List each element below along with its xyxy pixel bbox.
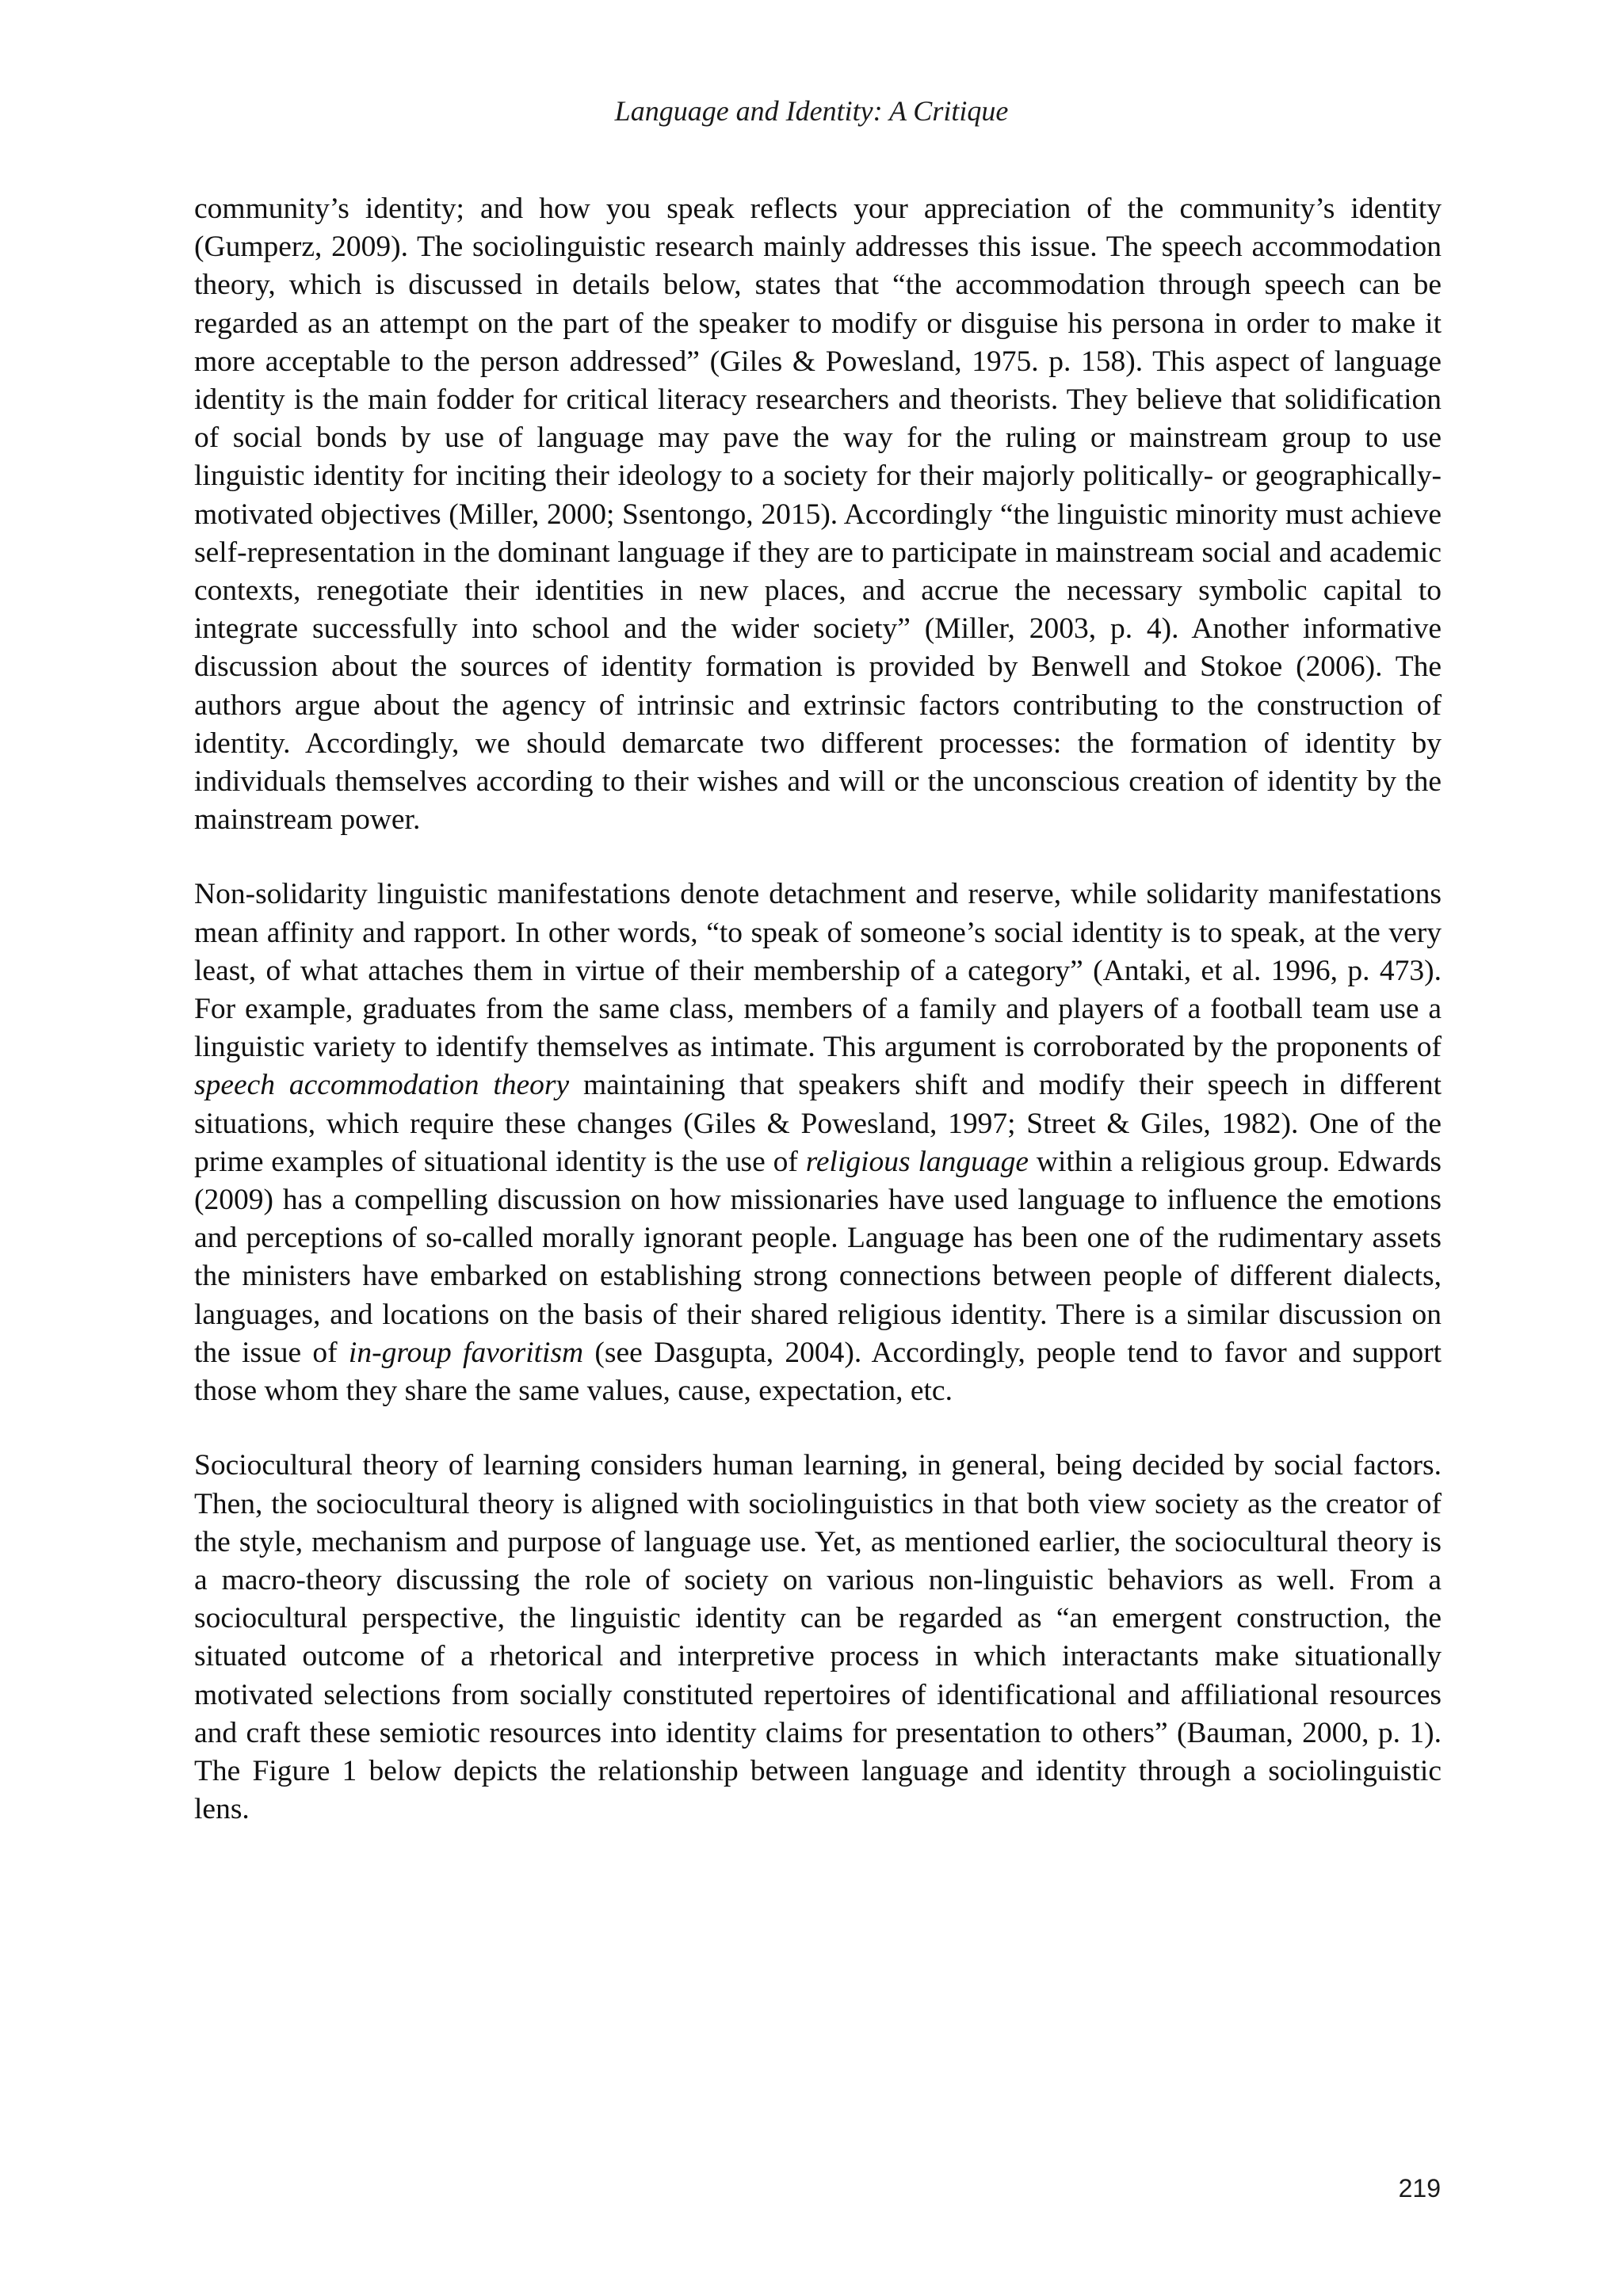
- page-number: 219: [1398, 2174, 1441, 2203]
- body-text: [194, 190, 1442, 1865]
- paragraph-1: [194, 190, 1442, 839]
- paragraph-3: [194, 1447, 1442, 1829]
- italic-term-in-group-favoritism: in-group favoritism: [348, 1336, 584, 1369]
- paragraph-2: [194, 875, 1442, 1410]
- running-header: Language and Identity: A Critique: [614, 95, 1009, 127]
- italic-term-religious-language: religious language: [805, 1145, 1029, 1178]
- paragraph-1-segment: community’s identity; and how you speak reflects your appreciation of the community’s identity (Gumperz, 2009). The sociolinguistic research mainly addresses this issue. The speech accommodation theory, which is discussed in details below, states that “the accommodation through speech can be regarded as an attempt on the part of the speaker to modify or disguise his persona in order to make it more acceptable to the person addressed” (Giles & Powesland, 1975. p. 158). This aspect of language identity is the main fodder for critical literacy researchers and theorists. They believe that solidification of social bonds by use of language may pave the way for the ruling or mainstream group to use linguistic identity for inciting their ideology to a society for their majorly politically- or geographically-motivated objectives (Miller, 2000; Ssentongo, 2015). Accordingly “the linguistic minority must achieve self-representation in the dominant language if they are to participate in mainstream social and academic contexts, renegotiate their identities in new places, and accrue the necessary symbolic capital to integrate successfully into school and the wider society” (Miller, 2003, p. 4). Another informative discussion about the sources of identity formation is provided by Benwell and Stokoe (2006). The authors argue about the agency of intrinsic and extrinsic factors contributing to the construction of identity. Accordingly, we should demarcate two different processes: the formation of identity by individuals themselves according to their wishes and will or the unconscious creation of identity by the mainstream power.: [194, 193, 1442, 837]
- paragraph-2-segment: maintaining that speakers shift and modify their speech in different situations, which require these changes (Giles & Powesland, 1997; Street & Giles, 1982). One of the prime examples of situational identity is the use of: [194, 1069, 1442, 1178]
- paragraph-2-segment: within a religious group. Edwards (2009) has a compelling discussion on how missionaries have used language to influence the emotions and perceptions of so-called morally ignorant people. Language has been one of the rudimentary assets the ministers have embarked on establishing strong connections between people of different dialects, languages, and locations on the basis of their shared religious identity. There is a similar discussion on the issue of: [194, 1145, 1442, 1369]
- italic-term-speech-accommodation-theory: speech accommodation theory: [194, 1069, 570, 1102]
- paragraph-3-segment: Sociocultural theory of learning considers human learning, in general, being decided by social factors. Then, the sociocultural theory is aligned with sociolinguistics in that both view society as the creator of the style, mechanism and purpose of language use. Yet, as mentioned earlier, the sociocultural theory is a macro-theory discussing the role of society on various non-linguistic behaviors as well. From a sociocultural perspective, the linguistic identity can be regarded as “an emergent construction, the situated outcome of a rhetorical and interpretive process in which interactants make situationally motivated selections from socially constituted repertoires of identificational and affiliational resources and craft these semiotic resources into identity claims for presentation to others” (Bauman, 2000, p. 1). The Figure 1 below depicts the relationship between language and identity through a sociolinguistic lens.: [194, 1449, 1442, 1826]
- paragraph-2-segment: Non-solidarity linguistic manifestations denote detachment and reserve, while solidarity manifestations mean affinity and rapport. In other words, “to speak of someone’s social identity is to speak, at the very least, of what attaches them in virtue of their membership of a category” (Antaki, et al. 1996, p. 473). For example, graduates from the same class, members of a family and players of a football team use a linguistic variety to identify themselves as intimate. This argument is corroborated by the proponents of: [194, 878, 1442, 1064]
- paragraph-2-segment: (see Dasgupta, 2004). Accordingly, people tend to favor and support those whom they share the same values, cause, expectation, etc.: [194, 1336, 1442, 1408]
